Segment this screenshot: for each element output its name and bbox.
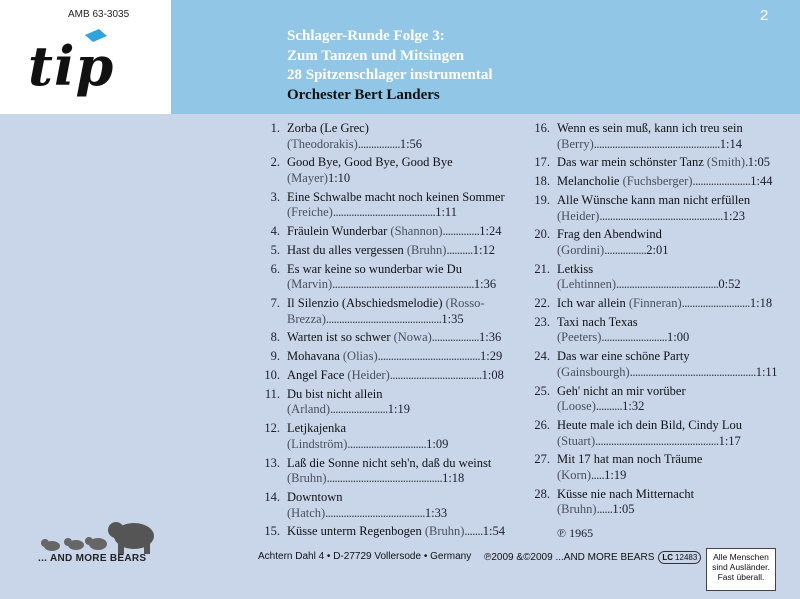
track-number: 24. bbox=[534, 349, 550, 364]
track-row bbox=[529, 418, 773, 449]
track-duration: 1:56 bbox=[399, 136, 423, 151]
track-duration: 1:14 bbox=[719, 136, 743, 151]
slogan-badge: Alle Menschen sind Ausländer. Fast überall. bbox=[706, 548, 776, 591]
track-title: Frag den Abendwind bbox=[557, 227, 662, 242]
track-entry bbox=[287, 121, 505, 152]
title-line-2: Zum Tanzen und Mitsingen bbox=[287, 47, 465, 64]
track-entry bbox=[557, 452, 773, 483]
track-row bbox=[259, 224, 505, 240]
track-composer: (Peeters) bbox=[557, 330, 602, 345]
title-line-3: 28 Spitzenschlager instrumental bbox=[287, 67, 493, 83]
track-duration: 1:23 bbox=[722, 208, 745, 223]
track-composer: (Loose) bbox=[557, 399, 596, 414]
track-number: 18. bbox=[534, 174, 550, 189]
track-leader: .................. bbox=[431, 330, 480, 345]
track-title: Eine Schwalbe macht noch keinen Sommer bbox=[287, 189, 505, 204]
track-number: 22. bbox=[534, 296, 550, 311]
track-entry bbox=[557, 227, 773, 258]
track-composer: (Marvin) bbox=[287, 277, 333, 292]
track-leader: .............................. bbox=[347, 436, 427, 451]
track-number: 19. bbox=[534, 192, 550, 207]
rights-line bbox=[484, 551, 701, 564]
track-number: 15. bbox=[264, 524, 280, 539]
track-title: Es war keine so wunderbar wie Du bbox=[287, 261, 462, 276]
track-composer: (Nowa) bbox=[393, 330, 432, 345]
track-leader: ...... bbox=[596, 502, 613, 517]
phonographic-copyright: ℗ 1965 bbox=[557, 525, 594, 540]
track-leader: ................................................ bbox=[593, 136, 720, 151]
logo-tip: tip bbox=[28, 34, 115, 98]
track-leader: ................ bbox=[357, 136, 400, 151]
track-composer: (Freiche) bbox=[287, 205, 333, 220]
title-line-1: Schlager-Runde Folge 3: bbox=[287, 28, 445, 44]
track-entry bbox=[557, 174, 773, 190]
track-number: 27. bbox=[534, 452, 550, 467]
track-duration: 1:35 bbox=[441, 311, 464, 326]
track-title: Alle Wünsche kann man nicht erfüllen bbox=[557, 192, 751, 207]
track-row bbox=[529, 121, 773, 152]
track-title: Melancholie bbox=[557, 174, 620, 189]
address: Achtern Dahl 4 • D-27729 Vollersode • Germany bbox=[258, 551, 472, 562]
track-entry bbox=[287, 155, 505, 186]
track-entry bbox=[557, 262, 773, 293]
track-composer: (Bruhn) bbox=[406, 242, 447, 257]
track-title: Good Bye, Good Bye, Good Bye bbox=[287, 155, 453, 170]
track-composer: (Hatch) bbox=[287, 505, 326, 520]
track-composer: (Arland) bbox=[287, 402, 331, 417]
track-number: 26. bbox=[534, 417, 550, 432]
track-duration: 1:32 bbox=[622, 399, 645, 414]
track-entry bbox=[287, 224, 505, 240]
track-leader: ..... bbox=[591, 467, 605, 482]
track-title: Wenn es sein muß, kann ich treu sein bbox=[557, 121, 743, 135]
track-leader: ................................... bbox=[389, 368, 482, 382]
track-composer: (Stuart) bbox=[557, 433, 596, 448]
track-title: Laß die Sonne nicht seh'n, daß du weinst bbox=[287, 455, 492, 470]
track-leader: ....................................... bbox=[616, 277, 719, 292]
track-row bbox=[259, 456, 505, 487]
track-composer: (Heider) bbox=[557, 208, 600, 223]
track-row bbox=[259, 296, 505, 327]
track-title: Mohavana bbox=[287, 349, 340, 364]
track-entry bbox=[557, 296, 773, 312]
track-leader: .......... bbox=[446, 242, 473, 257]
track-number: 9. bbox=[270, 349, 280, 364]
tracklist-left bbox=[259, 121, 505, 543]
track-number: 13. bbox=[264, 455, 280, 470]
track-entry bbox=[557, 193, 773, 224]
track-composer: (Shannon) bbox=[390, 224, 443, 239]
track-title: Zorba (Le Grec) bbox=[287, 121, 369, 135]
track-duration: 1:11 bbox=[755, 364, 778, 379]
track-composer: (Smith) bbox=[706, 155, 746, 170]
track-composer: (Bruhn) bbox=[287, 471, 327, 486]
track-title: Downtown bbox=[287, 489, 343, 504]
track-row bbox=[259, 243, 505, 259]
track-title: Das war eine schöne Party bbox=[557, 349, 690, 364]
track-entry bbox=[557, 418, 773, 449]
track-duration: 1:24 bbox=[479, 224, 502, 239]
track-row bbox=[259, 524, 505, 540]
track-composer: (Lindström) bbox=[287, 436, 348, 451]
track-row bbox=[529, 155, 773, 171]
track-number: 10. bbox=[264, 368, 280, 382]
track-number: 2. bbox=[270, 155, 280, 170]
lc-prefix: LC bbox=[662, 553, 674, 562]
track-title: Warten ist so schwer bbox=[287, 330, 391, 345]
track-row bbox=[259, 490, 505, 521]
track-number: 5. bbox=[270, 242, 280, 257]
track-row bbox=[529, 262, 773, 293]
track-entry bbox=[287, 421, 505, 452]
track-composer: (Theodorakis) bbox=[287, 136, 358, 151]
track-leader: ............................................... bbox=[599, 208, 723, 223]
track-leader: ............................................ bbox=[326, 471, 443, 486]
track-number: 11. bbox=[264, 386, 280, 401]
track-title: Heute male ich dein Bild, Cindy Lou bbox=[557, 417, 743, 432]
track-composer: (Finneran) bbox=[628, 296, 682, 311]
track-entry bbox=[557, 487, 773, 518]
track-composer: (Mayer) bbox=[287, 170, 328, 185]
track-composer: (Korn) bbox=[557, 467, 592, 482]
track-leader: ...................................................... bbox=[332, 277, 474, 292]
track-entry bbox=[287, 330, 505, 346]
track-composer: (Olias) bbox=[342, 349, 378, 364]
track-leader: ...................................... bbox=[325, 505, 425, 520]
track-row bbox=[529, 487, 773, 518]
track-number: 16. bbox=[534, 121, 550, 135]
track-row bbox=[529, 296, 773, 312]
track-title: Ich war allein bbox=[557, 296, 626, 311]
label-code-badge bbox=[658, 551, 701, 564]
track-entry bbox=[287, 387, 505, 418]
track-title: Letjkajenka bbox=[287, 421, 346, 436]
track-duration: 1:00 bbox=[667, 330, 690, 345]
track-duration: 1:18 bbox=[442, 471, 465, 486]
track-entry bbox=[557, 315, 773, 346]
track-title: Mit 17 hat man noch Träume bbox=[557, 452, 703, 467]
track-composer: (Gainsbourgh) bbox=[557, 364, 630, 379]
track-leader: . bbox=[745, 155, 748, 170]
track-composer: (Bruhn) bbox=[424, 524, 465, 539]
track-duration: 1:36 bbox=[473, 277, 497, 292]
track-duration: 1:10 bbox=[327, 170, 351, 185]
track-duration: 1:36 bbox=[479, 330, 502, 345]
track-leader: ....................................... bbox=[332, 205, 436, 220]
track-duration: 1:05 bbox=[747, 155, 770, 170]
track-row bbox=[259, 155, 505, 186]
track-duration: 1:11 bbox=[435, 205, 457, 220]
track-entry bbox=[287, 456, 505, 487]
track-duration: 1:29 bbox=[479, 349, 503, 364]
rights-text: ℗2009 &©2009 ...AND MORE BEARS bbox=[484, 552, 655, 563]
track-row bbox=[529, 315, 773, 346]
track-duration: 1:54 bbox=[482, 524, 506, 539]
track-title: Das war mein schönster Tanz bbox=[557, 155, 704, 170]
track-number: 3. bbox=[270, 189, 280, 204]
catalog-number: AMB 63-3035 bbox=[68, 9, 130, 20]
lc-code: 12483 bbox=[675, 553, 698, 562]
track-row bbox=[259, 387, 505, 418]
track-row bbox=[259, 368, 505, 384]
track-leader: ............................................... bbox=[595, 433, 719, 448]
track-row bbox=[529, 174, 773, 190]
track-title: Küsse unterm Regenbogen bbox=[287, 524, 422, 539]
track-number: 1. bbox=[270, 121, 280, 135]
track-duration: 1:18 bbox=[749, 296, 773, 311]
track-entry bbox=[557, 121, 773, 152]
track-composer: (Heider) bbox=[347, 368, 390, 382]
track-entry bbox=[287, 243, 505, 259]
track-leader: ...................... bbox=[330, 402, 388, 417]
track-number: 6. bbox=[270, 261, 280, 276]
track-number: 20. bbox=[534, 227, 550, 242]
track-title: Fräulein Wunderbar bbox=[287, 224, 388, 239]
track-leader: ......................... bbox=[601, 330, 668, 345]
track-composer: (Lehtinnen) bbox=[557, 277, 617, 292]
track-title: Il Silenzio (Abschiedsmelodie) bbox=[287, 296, 443, 311]
track-composer: (Fuchsberger) bbox=[622, 174, 693, 189]
track-leader: ............................................ bbox=[325, 311, 442, 326]
track-row bbox=[259, 330, 505, 346]
tracklist-right bbox=[529, 121, 778, 542]
track-leader: ................................................ bbox=[629, 364, 756, 379]
track-row bbox=[259, 121, 505, 152]
track-duration: 2:01 bbox=[646, 242, 669, 257]
track-entry bbox=[287, 490, 505, 521]
track-row bbox=[529, 193, 773, 224]
track-duration: 1:09 bbox=[426, 436, 449, 451]
track-number: 21. bbox=[534, 261, 550, 276]
bears-logo-icon bbox=[36, 514, 156, 554]
track-number: 7. bbox=[270, 296, 280, 311]
track-row bbox=[259, 349, 505, 365]
track-row bbox=[529, 227, 773, 258]
track-leader: .......................... bbox=[681, 296, 750, 311]
orchestra-name: Orchester Bert Landers bbox=[287, 86, 440, 103]
track-entry bbox=[287, 368, 505, 384]
track-row bbox=[259, 421, 505, 452]
track-leader: ....... bbox=[464, 524, 483, 539]
track-composer: (Berry) bbox=[557, 136, 594, 151]
track-number: 8. bbox=[270, 330, 280, 345]
track-duration: 1:19 bbox=[604, 467, 627, 482]
track-composer: (Rosso-Brezza) bbox=[287, 296, 485, 326]
page-number: 2 bbox=[760, 7, 769, 24]
track-row bbox=[259, 190, 505, 221]
track-title: Du bist nicht allein bbox=[287, 386, 383, 401]
track-entry bbox=[287, 296, 505, 327]
track-number: 25. bbox=[534, 383, 550, 398]
track-entry bbox=[557, 349, 777, 380]
track-composer: (Bruhn) bbox=[557, 502, 597, 517]
track-number: 17. bbox=[534, 155, 550, 170]
track-duration: 1:17 bbox=[718, 433, 741, 448]
track-row bbox=[259, 262, 505, 293]
track-entry bbox=[287, 262, 505, 293]
track-number: 12. bbox=[264, 421, 280, 436]
track-entry bbox=[287, 524, 505, 540]
track-composer: (Gordini) bbox=[557, 242, 605, 257]
track-number: 23. bbox=[534, 314, 550, 329]
track-number: 4. bbox=[270, 224, 280, 239]
track-row bbox=[529, 349, 778, 380]
track-title: Geh' nicht an mir vorüber bbox=[557, 383, 686, 398]
track-duration: 1:08 bbox=[481, 368, 504, 382]
track-title: Angel Face bbox=[287, 368, 345, 382]
track-duration: 1:44 bbox=[750, 174, 773, 189]
track-title: Hast du alles vergessen bbox=[287, 242, 404, 257]
track-duration: 1:12 bbox=[472, 242, 495, 257]
track-title: Letkiss bbox=[557, 261, 594, 276]
track-title: Küsse nie nach Mitternacht bbox=[557, 486, 695, 501]
track-number: 14. bbox=[264, 489, 280, 504]
track-duration: 1:19 bbox=[387, 402, 411, 417]
track-leader: ....................................... bbox=[377, 349, 480, 364]
track-entry bbox=[557, 384, 773, 415]
track-leader: .............. bbox=[442, 224, 480, 239]
album-titles bbox=[287, 27, 493, 105]
track-row bbox=[529, 384, 773, 415]
track-entry bbox=[287, 349, 505, 365]
track-row bbox=[529, 452, 773, 483]
track-duration: 0:52 bbox=[718, 277, 741, 292]
track-number: 28. bbox=[534, 486, 550, 501]
track-leader: ...................... bbox=[692, 174, 751, 189]
logo-panel bbox=[0, 0, 171, 114]
track-entry bbox=[287, 190, 505, 221]
track-duration: 1:05 bbox=[612, 502, 635, 517]
track-entry bbox=[557, 155, 773, 171]
label-name: ... AND MORE BEARS bbox=[38, 553, 147, 564]
track-duration: 1:33 bbox=[424, 505, 448, 520]
header-bar bbox=[0, 0, 800, 114]
track-title: Taxi nach Texas bbox=[557, 314, 638, 329]
track-leader: ................ bbox=[604, 242, 647, 257]
track-leader: .......... bbox=[595, 399, 623, 414]
